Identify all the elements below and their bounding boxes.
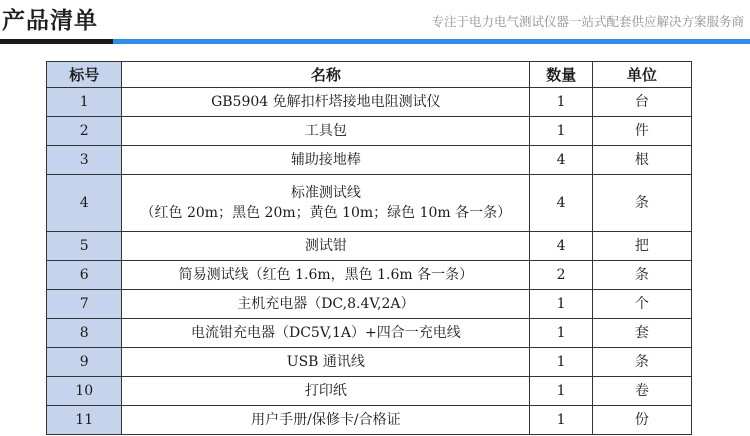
row-name-line-2: （红色 20m；黑色 20m；黄色 10m；绿色 10m 各一条） bbox=[140, 205, 512, 221]
table-row bbox=[47, 261, 692, 290]
table-row bbox=[47, 117, 692, 146]
row-name: 用户手册/保修卡/合格证 bbox=[122, 406, 530, 435]
table-row bbox=[47, 319, 692, 348]
header-cell-name: 名称 bbox=[122, 62, 530, 88]
row-quantity: 1 bbox=[530, 348, 593, 377]
row-quantity: 2 bbox=[530, 261, 593, 290]
row-name-line-1: 标准测试线 bbox=[290, 185, 361, 201]
header-cell-unit: 单位 bbox=[592, 62, 691, 88]
header-rule-dark bbox=[0, 39, 113, 44]
row-quantity: 1 bbox=[530, 377, 593, 406]
row-index: 7 bbox=[47, 290, 122, 319]
row-unit: 个 bbox=[592, 290, 691, 319]
row-index: 4 bbox=[47, 175, 122, 232]
row-unit: 套 bbox=[592, 319, 691, 348]
table-row bbox=[47, 232, 692, 261]
row-name: 简易测试线（红色 1.6m，黑色 1.6m 各一条） bbox=[122, 261, 530, 290]
table-row bbox=[47, 88, 692, 117]
row-index: 2 bbox=[47, 117, 122, 146]
row-unit: 根 bbox=[592, 146, 691, 175]
page-title: 产品清单 bbox=[2, 8, 98, 34]
row-unit: 条 bbox=[592, 348, 691, 377]
row-name: 电流钳充电器（DC5V,1A）+四合一充电线 bbox=[122, 319, 530, 348]
row-name: USB 通讯线 bbox=[122, 348, 530, 377]
row-quantity: 4 bbox=[530, 232, 593, 261]
row-unit: 份 bbox=[592, 406, 691, 435]
row-quantity: 1 bbox=[530, 406, 593, 435]
table-row bbox=[47, 146, 692, 175]
row-name: 辅助接地棒 bbox=[122, 146, 530, 175]
row-index: 3 bbox=[47, 146, 122, 175]
table-header-row bbox=[47, 62, 692, 88]
row-index: 8 bbox=[47, 319, 122, 348]
row-name bbox=[122, 175, 530, 232]
table-row bbox=[47, 406, 692, 435]
header-cell-quantity: 数量 bbox=[530, 62, 593, 88]
row-unit: 卷 bbox=[592, 377, 691, 406]
row-name: 工具包 bbox=[122, 117, 530, 146]
table-row bbox=[47, 348, 692, 377]
row-quantity: 1 bbox=[530, 290, 593, 319]
table-row bbox=[47, 175, 692, 232]
row-name: GB5904 免解扣杆塔接地电阻测试仪 bbox=[122, 88, 530, 117]
row-index: 1 bbox=[47, 88, 122, 117]
row-quantity: 4 bbox=[530, 175, 593, 232]
row-quantity: 4 bbox=[530, 146, 593, 175]
company-tagline: 专注于电力电气测试仪器一站式配套供应解决方案服务商 bbox=[431, 14, 744, 29]
header-cell-index: 标号 bbox=[47, 62, 122, 88]
row-unit: 条 bbox=[592, 261, 691, 290]
row-index: 6 bbox=[47, 261, 122, 290]
row-quantity: 1 bbox=[530, 88, 593, 117]
row-quantity: 1 bbox=[530, 117, 593, 146]
row-unit: 条 bbox=[592, 175, 691, 232]
row-name: 打印纸 bbox=[122, 377, 530, 406]
row-quantity: 1 bbox=[530, 319, 593, 348]
table-row bbox=[47, 377, 692, 406]
row-name: 测试钳 bbox=[122, 232, 530, 261]
product-list-table bbox=[46, 61, 692, 435]
row-name: 主机充电器（DC,8.4V,2A） bbox=[122, 290, 530, 319]
row-index: 9 bbox=[47, 348, 122, 377]
row-index: 5 bbox=[47, 232, 122, 261]
row-unit: 件 bbox=[592, 117, 691, 146]
row-unit: 台 bbox=[592, 88, 691, 117]
row-unit: 把 bbox=[592, 232, 691, 261]
row-index: 10 bbox=[47, 377, 122, 406]
table-row bbox=[47, 290, 692, 319]
row-index: 11 bbox=[47, 406, 122, 435]
header-rule-blue bbox=[113, 39, 750, 44]
